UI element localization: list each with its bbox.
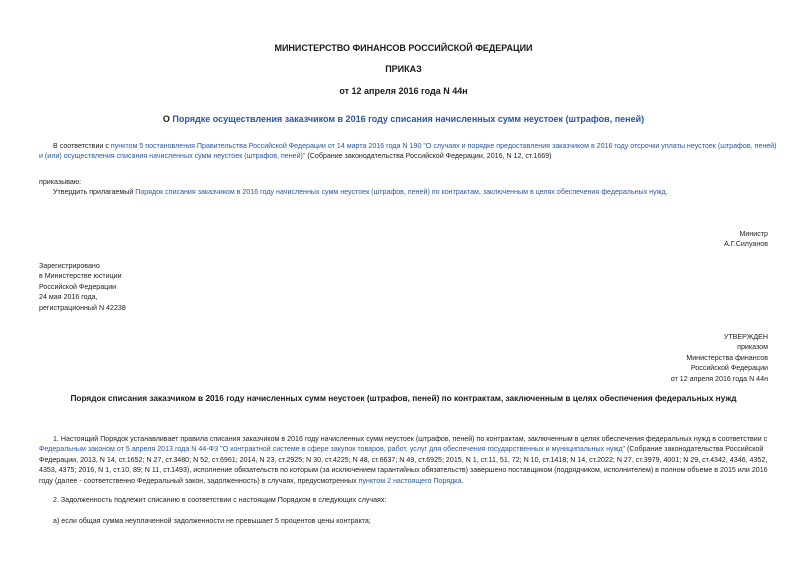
preamble-paragraph <box>39 141 779 162</box>
doc-title-prefix: О <box>162 114 173 124</box>
doc-date-number: от 12 апреля 2016 года N 44н <box>339 86 468 96</box>
doc-type-heading: ПРИКАЗ <box>385 64 422 74</box>
doc-title <box>0 114 807 124</box>
registration-line: в Министерстве юстиции <box>39 272 122 281</box>
approved-line: приказом <box>737 343 768 352</box>
procedure-paragraph-2: 2. Задолженность подлежит списанию в соответствии с настоящим Порядком в следующих случаях: <box>53 496 387 504</box>
approve-paragraph <box>53 187 668 197</box>
signature-name: А.Г.Силуанов <box>724 240 768 248</box>
procedure-paragraph-2a: а) если общая сумма неуплаченной задолженности не превышает 5 процентов цены контракта; <box>53 517 371 525</box>
registration-line: регистрационный N 42238 <box>39 303 126 312</box>
signature-position: Министр <box>739 230 768 238</box>
approved-line: от 12 апреля 2016 года N 44н <box>670 374 768 383</box>
approved-line: Министерства финансов <box>686 353 768 362</box>
registration-line: Российской Федерации <box>39 282 117 291</box>
procedure-title: Порядок списания заказчиком в 2016 году начисленных сумм неустоек (штрафов, пеней) по контрактам, заключенным в целях обеспечения федеральных нужд <box>70 393 737 403</box>
registration-block <box>39 261 126 313</box>
federal-law-link[interactable]: Федеральным законом от 5 апреля 2013 года N 44-ФЗ "О контрактной системе в сфере закупок товаров, работ, услуг для обеспечения государственных и муниципальных нужд" <box>39 445 626 454</box>
preamble-text-2: (Собрание законодательства Российской Федерации, 2016, N 12, ст.1669) <box>305 152 552 161</box>
p1-text-2: (Собрание законодательства Российской Федерации, 2013, N 14, ст.1652; N 27, ст.3480; N 52, ст.6961; 2014, N 23, ст.2925; N 30, ст.4225; N 48, ст.6637; N 49, ст.6925; 2015, N 1, ст.11, 51, 72; N 10, ст.1418; N 14, ст.2022; N 27, ст.3979, 4001; N 29, ст.4342, 4346, 4352, 4353, 4375; 2016, N 1, ст.10, 89; N 11, ст.1493), исполнение обязательств по которым (за исключением гарантийных обязательств) завершено поставщиком (подрядчиком, исполнителем) в полном объеме в 2015 или 2016 году (далее - соответственно Федеральный закон, задолженность) в случаях, предусмотренных <box>39 445 768 485</box>
registration-line: 24 мая 2016 года, <box>39 293 98 302</box>
approved-line: Российской Федерации <box>690 364 768 373</box>
approved-title: УТВЕРЖДЕН <box>723 333 768 341</box>
registration-line: Зарегистрировано <box>39 262 100 270</box>
p1-text-3: . <box>461 476 464 485</box>
p1-text-1: 1. Настоящий Порядок устанавливает правила списания заказчиком в 2016 году начисленных сумм неустоек (штрафов, пеней) по контрактам, заключенным в целях обеспечения федеральных нужд в соответствии с <box>53 435 768 443</box>
preamble-text-1: В соответствии с <box>53 142 111 150</box>
ministry-heading: МИНИСТЕРСТВО ФИНАНСОВ РОССИЙСКОЙ ФЕДЕРАЦИИ <box>274 43 533 53</box>
point-2-link[interactable]: пунктом 2 настоящего Порядка <box>358 476 462 485</box>
approve-procedure-link[interactable]: Порядок списания заказчиком в 2016 году начисленных сумм неустоек (штрафов, пеней) по контрактам, заключенным в целях обеспечения федеральных нужд <box>135 188 666 196</box>
preamble-decree-link[interactable]: пунктом 5 постановления Правительства Российской Федерации от 14 марта 2016 года N 190 "О случаях и порядке предоставления заказчиком в 2016 году отсрочки уплаты неустоек (штрафов, пеней) и (или) осуществления списания начисленных сумм неустоек (штрафов, пеней)" <box>39 142 777 161</box>
order-word: приказываю: <box>39 178 82 186</box>
approved-block <box>671 332 768 384</box>
procedure-paragraph-1 <box>39 434 772 486</box>
approve-text-1: Утвердить прилагаемый <box>53 188 136 196</box>
doc-title-link[interactable]: Порядке осуществления заказчиком в 2016 году списания начисленных сумм неустоек (штрафов, пеней) <box>172 114 645 124</box>
approve-text-2: . <box>665 188 668 196</box>
